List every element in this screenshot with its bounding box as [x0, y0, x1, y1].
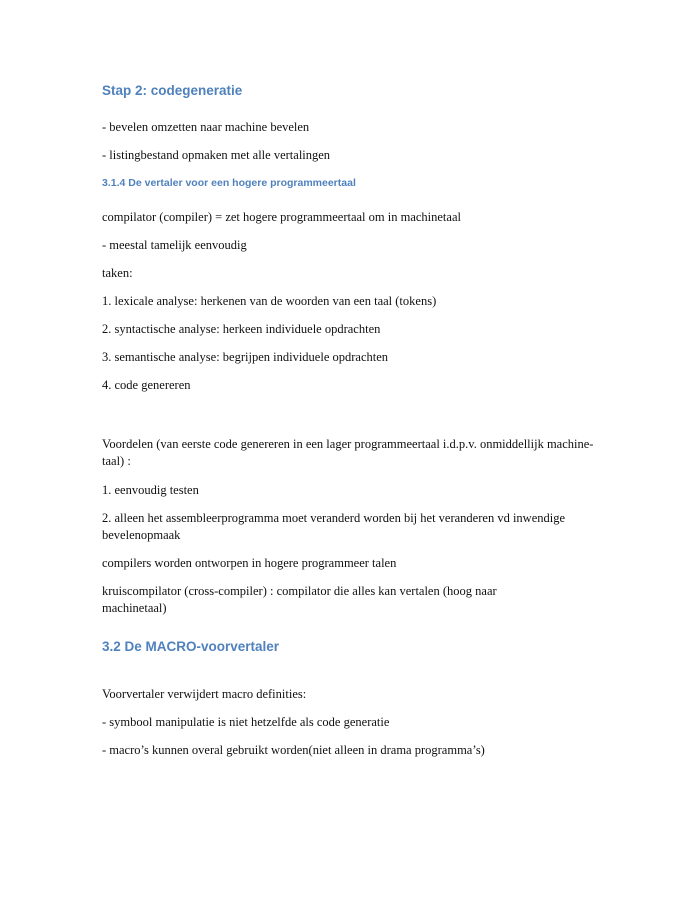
list-item: 1. lexicale analyse: herkenen van de woorden van een taal (tokens) [102, 294, 437, 308]
list-item: 4. code genereren [102, 378, 191, 392]
list-item: 1. eenvoudig testen [102, 483, 199, 497]
list-item: 2. alleen het assembleerprogramma moet veranderd worden bij het veranderen vd inwendige bevelenopmaak [102, 511, 566, 542]
paragraph: Voorvertaler verwijdert macro definities: [102, 687, 307, 701]
heading-3-1-4: 3.1.4 De vertaler voor een hogere programmeertaal [102, 177, 356, 189]
paragraph: kruiscompilator (cross-compiler) : compilator die alles kan vertalen (hoog naar machinetaal) [102, 584, 497, 615]
paragraph: - symbool manipulatie is niet hetzelfde als code generatie [102, 715, 390, 729]
paragraph-voordelen: Voordelen (van eerste code genereren in een lager programmeertaal i.d.p.v. onmiddellijk machine-taal) : [102, 437, 594, 468]
list-item: 3. semantische analyse: begrijpen individuele opdrachten [102, 350, 389, 364]
heading-3-2: 3.2 De MACRO-voorvertaler [102, 639, 280, 654]
paragraph: - listingbestand opmaken met alle vertalingen [102, 148, 331, 162]
list-item: 2. syntactische analyse: herkeen individuele opdrachten [102, 322, 381, 336]
paragraph: - bevelen omzetten naar machine bevelen [102, 120, 310, 134]
paragraph: compilers worden ontworpen in hogere programmeer talen [102, 556, 397, 570]
paragraph: compilator (compiler) = zet hogere programmeertaal om in machinetaal [102, 210, 461, 224]
paragraph: - macro’s kunnen overal gebruikt worden(niet alleen in drama programma’s) [102, 743, 485, 757]
paragraph: taken: [102, 266, 133, 280]
paragraph: - meestal tamelijk eenvoudig [102, 238, 247, 252]
heading-stap-2: Stap 2: codegeneratie [102, 83, 243, 98]
